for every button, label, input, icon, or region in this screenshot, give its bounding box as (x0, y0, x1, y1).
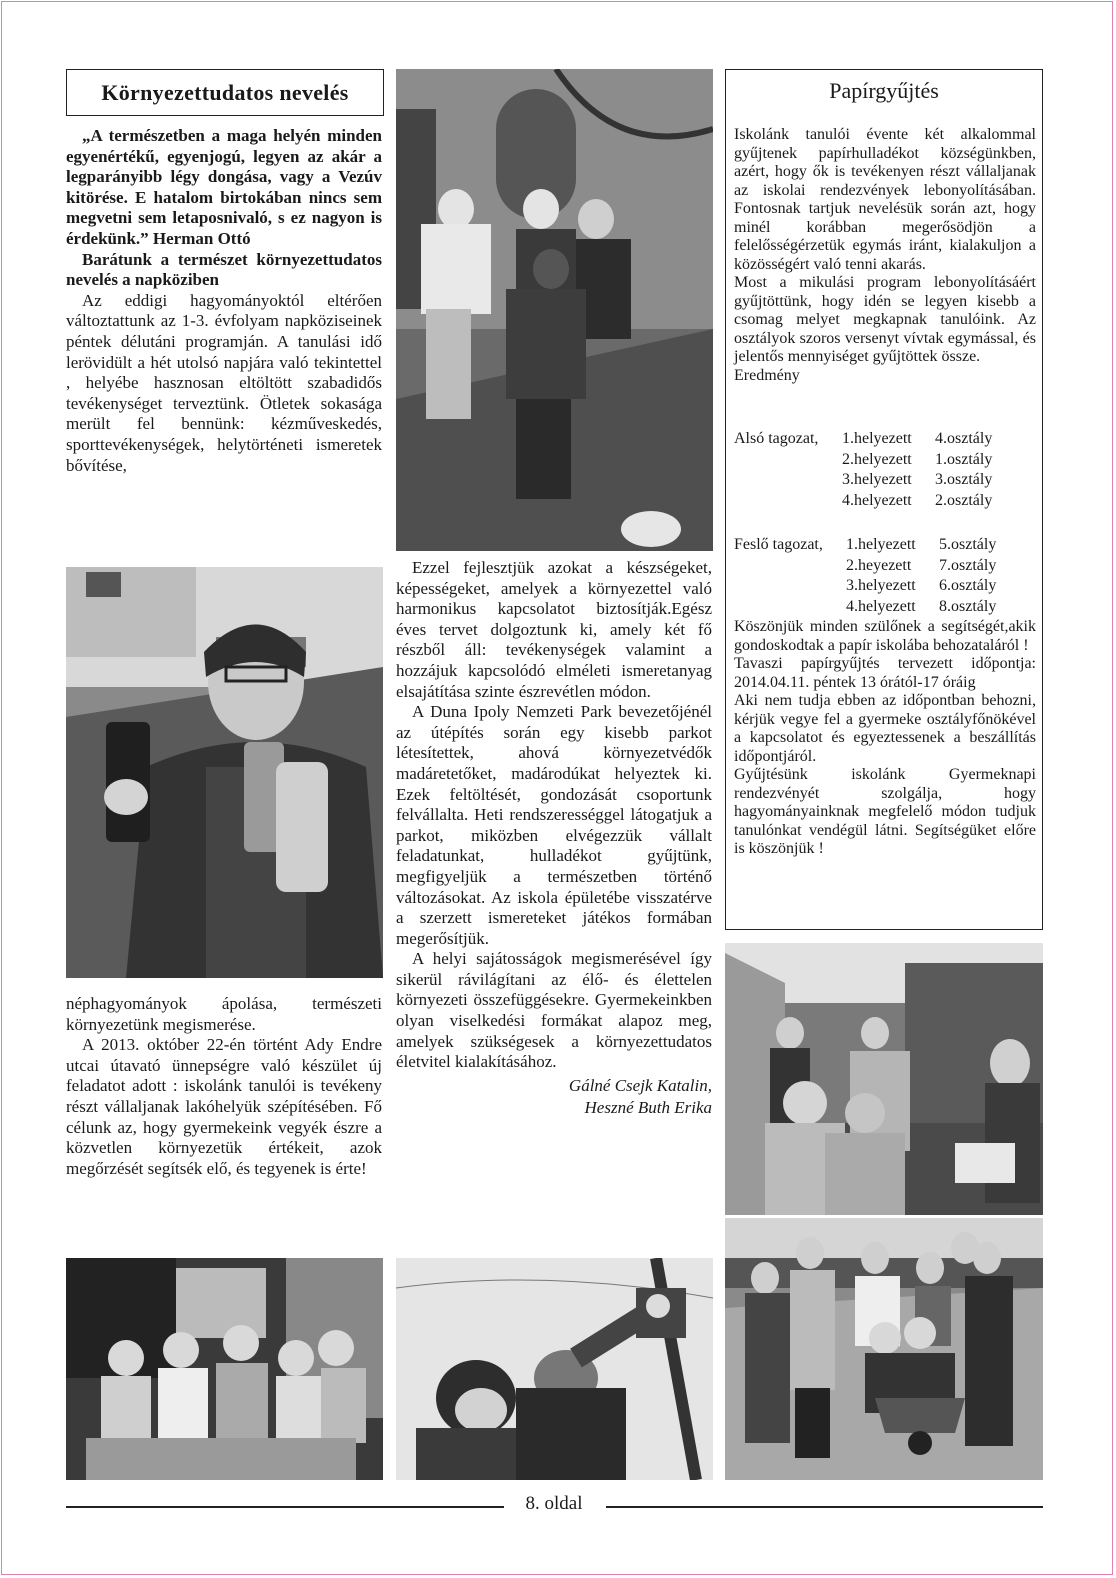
photo-children-group-wheelbarrow (725, 1218, 1043, 1480)
results-place: 2.helyezett (842, 450, 912, 468)
footer-rule-left (66, 1506, 504, 1508)
results-place: 1.helyezett (842, 430, 912, 447)
right-article-para3: Aki nem tudja ebben az időpontban behozni, kérjük vegye fel a gyermeke osztályfőnökével a kapcsolatot és egyeztessenek a beszállítás időpontjáról. (734, 692, 1036, 765)
results-label: Eredmény (734, 366, 800, 384)
results-place: 4.helyezett (846, 597, 916, 615)
middle-article-para2: A Duna Ipoly Nemzeti Park bevezetőjénél az útépítés során egy kisebb parkot létesítettek, ahová környezetvédők madáretetőket, madárodúkat helyeztek ki. Ezek feltöltését, gondozását csoportunk felvállalta. Heti rendszerességgel látogatjuk a parkot, miközben elvégezzük vállalt feladatunkat, hulladékot gyűjtünk, megfigyeljük a természetben történő változásokat. Az iskola épületébe visszatérve a szerzett ismereteket játékos formában megerősítjük. (396, 702, 712, 948)
middle-article-author1: Gálné Csejk Katalin, (568, 1075, 712, 1095)
middle-article-para3: A helyi sajátosságok megismerésével így sikerül rávilágítani az élő- és élettelen környezeti összefüggésekre. Gyermekeinkben olyan viselkedési formákat alapoz meg, amelyek szükségesek a környezettudatos életvitel kialakításához. (396, 949, 712, 1072)
left-article-title-box (66, 69, 384, 116)
right-article-text-bottom (734, 618, 1036, 859)
page-number: 8. oldal (525, 1493, 583, 1514)
results-upper (734, 535, 1036, 617)
results-class: 7.osztály (939, 556, 997, 574)
left-article-para2: A 2013. október 22-én történt Ady Endre utcai útavató ünnepségre való készület új feladatot adott : iskolánk tanulói is tevékeny részt vállaljanak lakóhelyük szépítésében. Fő célunk az, hogy gyermekeink vegyék észre a közvetlen környezetük értékeit, azok megőrzését segítsék elő, és tegyenek is érte! (66, 1035, 382, 1178)
right-article-para4: Gyűjtésünk iskolánk Gyermeknapi rendezvényét szolgálja, hogy hagyományainknak megfelelő módon tudjuk tanulónkat vendégül látni. Segítségüket előre is köszönjük ! (734, 766, 1036, 857)
right-article-para1: Iskolánk tanulói évente két alkalommal gyűjtenek papírhulladékot községünkben, azért, hogy ők is tevékenyen részt vállaljanak az iskolai rendezvények lebonyolításában. Fontosnak tartjuk nevelésük során azt, hogy minél korábban megerősödjön a felelősségérzetük egymás iránt, kialakuljon a közösségért való tenni akarás. (734, 126, 1036, 273)
results-class: 3.osztály (935, 471, 993, 488)
left-article-para1-cont: néphagyományok ápolása, természeti környezetünk megismerése. (66, 994, 382, 1034)
photo-children-in-classroom (66, 1258, 383, 1480)
left-article-text-top (66, 126, 382, 476)
results-lower (734, 429, 1036, 511)
right-article-thanks: Köszönjük minden szülőnek a segítségét,akik gondoskodtak a papír iskolába behozataláról ! (734, 618, 1036, 654)
photo-children-bird-feeders (396, 69, 713, 551)
results-class: 1.osztály (935, 450, 993, 468)
photo-boy-with-cans (66, 567, 383, 978)
results-lower-label: Alsó tagozat, (734, 430, 819, 447)
results-class: 4.osztály (935, 430, 993, 447)
results-place: 3.helyezett (842, 471, 912, 488)
right-article-spring: Tavaszi papírgyűjtés tervezett időpontja: 2014.04.11. péntek 13 órától-17 óráig (734, 655, 1036, 691)
results-class: 6.osztály (939, 577, 997, 594)
footer-rule-right (606, 1506, 1043, 1508)
left-article-para1: Az eddigi hagyományoktól eltérően változtattunk az 1-3. évfolyam napköziseinek péntek délutáni programján. A tanulási idő lerövidült a hét utolsó napjára való tekintettel , helyébe hasznosan eltöltött szabadidős tevékenységet terveztünk. Ötletek sokasága merült fel bennünk: kézműveskedés, sporttevékenységek, helytörténeti ismeretek bővítése, (66, 290, 382, 475)
results-place: 2.heyezett (846, 556, 912, 574)
left-article-quote: „A természetben a maga helyén minden egyenértékű, egyenjogú, legyen az akár a legparányibb légy dongása, vagy a Vezúv kitörése. E hatalom birtokában nincs sem megvetni sem letaposnivaló, s ez nagyon is érdekünk.” Herman Ottó (66, 126, 382, 248)
results-class: 5.osztály (939, 536, 997, 553)
middle-article-para1: Ezzel fejlesztjük azokat a készségeket, képességeket, amelyek a környezettel való harmonikus kapcsolatot biztosítják.Egész éves tervet dolgoztunk ki, amely két fő részből áll: tevékenységek valamint a hozzájuk kapcsolódó elméleti ismeretanyag elsajátítása szinte észrevétlen módon. (396, 558, 712, 701)
right-article-title: Papírgyűjtés (829, 78, 939, 103)
middle-article-text (396, 558, 712, 1119)
left-article-text-bottom (66, 994, 382, 1179)
results-place: 3.helyezett (846, 577, 916, 594)
photo-paper-collection (725, 943, 1043, 1215)
results-upper-label: Feslő tagozat, (734, 536, 823, 553)
right-article-text (734, 126, 1036, 385)
left-article-title: Környezettudatos nevelés (101, 79, 349, 105)
photo-adults-bird-house (396, 1258, 713, 1480)
results-place: 1.helyezett (846, 536, 916, 553)
right-article-para2: Most a mikulási program lebonyolításáért gyűjtöttünk, hogy idén se legyen kisebb a csomag melyet megkapnak tanulóink. Az osztályok szoros versenyt vívtak egymással, és jelentős mennyiséget gyűjtöttek össze. (734, 274, 1036, 365)
results-place: 4.helyezett (842, 491, 912, 509)
results-class: 2.osztály (935, 491, 993, 509)
left-article-subtitle: Barátunk a természet környezettudatos nevelés a napköziben (66, 249, 382, 290)
results-class: 8.osztály (939, 597, 997, 615)
middle-article-author2: Heszné Buth Erika (584, 1097, 712, 1117)
